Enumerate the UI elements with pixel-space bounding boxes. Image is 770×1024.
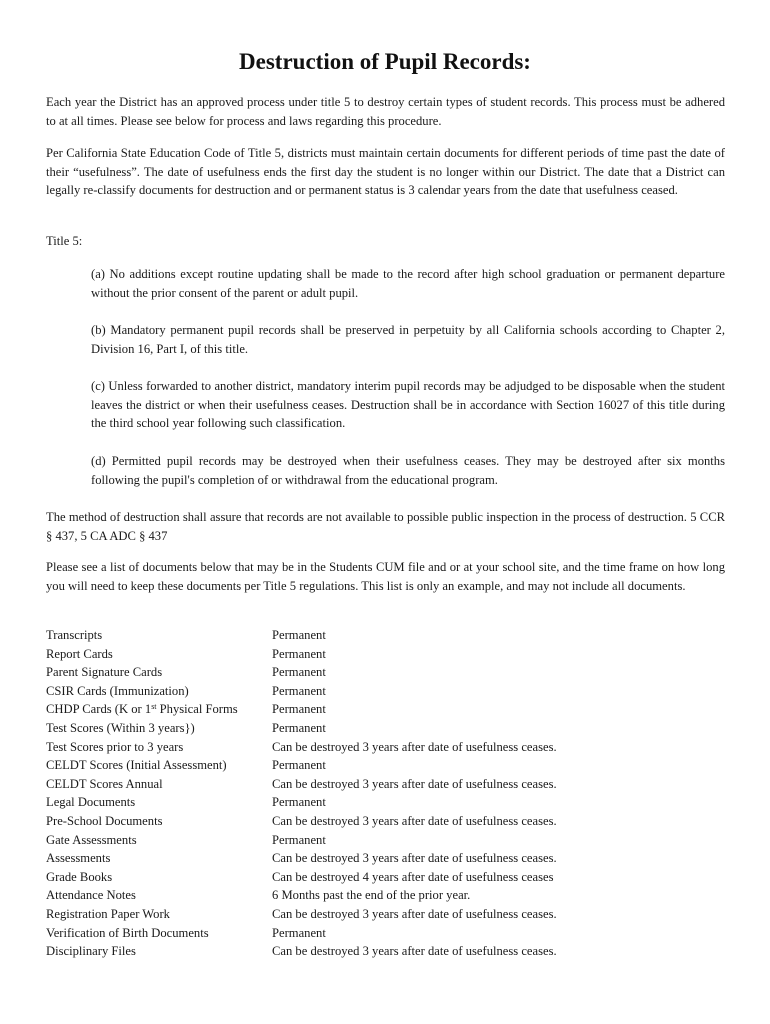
record-document: CSIR Cards (Immunization) <box>46 683 189 698</box>
record-retention: Permanent <box>272 925 326 940</box>
record-row <box>46 793 736 812</box>
record-row <box>46 905 736 924</box>
record-retention: 6 Months past the end of the prior year. <box>272 888 471 903</box>
record-row <box>46 924 736 943</box>
subsection-a: (a) No additions except routine updating shall be made to the record after high school graduation or permanent departure without the prior consent of the parent or adult pupil. <box>91 267 725 300</box>
intro-paragraph: Each year the District has an approved process under title 5 to destroy certain types of student records. This process must be adhered to at all times. Please see below for process and laws regarding this procedure. <box>46 95 725 128</box>
record-document: Assessments <box>46 851 111 866</box>
record-document: Registration Paper Work <box>46 906 170 921</box>
record-row <box>46 849 736 868</box>
record-row <box>46 700 736 719</box>
record-retention: Permanent <box>272 665 326 680</box>
record-retention: Permanent <box>272 832 326 847</box>
record-retention: Permanent <box>272 758 326 773</box>
record-retention: Can be destroyed 3 years after date of usefulness ceases. <box>272 851 557 866</box>
record-row <box>46 682 736 701</box>
record-row <box>46 812 736 831</box>
record-document: Legal Documents <box>46 795 136 810</box>
record-row <box>46 942 736 961</box>
page-title: Destruction of Pupil Records: <box>239 49 531 74</box>
record-retention: Can be destroyed 3 years after date of usefulness ceases. <box>272 944 557 959</box>
record-retention: Permanent <box>272 702 326 717</box>
record-row <box>46 738 736 757</box>
record-retention: Can be destroyed 3 years after date of usefulness ceases. <box>272 776 557 791</box>
record-row <box>46 645 736 664</box>
record-document-text: CHDP Cards (K or 1 <box>46 702 152 717</box>
record-row <box>46 886 736 905</box>
record-retention: Permanent <box>272 720 326 735</box>
record-document: CELDT Scores Annual <box>46 776 163 791</box>
record-retention: Can be destroyed 3 years after date of usefulness ceases. <box>272 813 557 828</box>
record-document: Parent Signature Cards <box>46 665 163 680</box>
method-paragraph: The method of destruction shall assure that records are not available to possible public inspection in the process of destruction. 5 CCR § 437, 5 CA ADC § 437 <box>46 510 725 543</box>
subsection-c: (c) Unless forwarded to another district, mandatory interim pupil records may be adjudged to be disposable when the student leaves the district or when their usefulness ceases. Destruction shall be in accordance with Section 16027 of this title during the third school year following such classification. <box>91 379 725 431</box>
record-document: Gate Assessments <box>46 832 137 847</box>
record-document: Attendance Notes <box>46 888 136 903</box>
record-retention: Permanent <box>272 628 326 642</box>
record-retention: Permanent <box>272 646 326 661</box>
record-retention: Can be destroyed 4 years after date of usefulness ceases <box>272 869 554 884</box>
record-row <box>46 756 736 775</box>
record-row <box>46 719 736 738</box>
record-document-suffix: Physical Forms <box>156 702 238 717</box>
record-document: Pre-School Documents <box>46 813 163 828</box>
record-document: Test Scores (Within 3 years}) <box>46 720 195 735</box>
record-document: Disciplinary Files <box>46 944 136 959</box>
record-retention: Can be destroyed 3 years after date of usefulness ceases. <box>272 739 557 754</box>
record-retention: Can be destroyed 3 years after date of usefulness ceases. <box>272 906 557 921</box>
record-row <box>46 663 736 682</box>
record-document: CELDT Scores (Initial Assessment) <box>46 758 227 773</box>
record-row <box>46 626 736 645</box>
record-document: Grade Books <box>46 869 113 884</box>
record-row <box>46 868 736 887</box>
record-document: Verification of Birth Documents <box>46 925 209 940</box>
subsection-d: (d) Permitted pupil records may be destroyed when their usefulness ceases. They may be destroyed after six months following the pupil's completion of or withdrawal from the educational program. <box>91 454 725 487</box>
record-retention: Permanent <box>272 795 326 810</box>
subsection-b: (b) Mandatory permanent pupil records shall be preserved in perpetuity by all California schools according to Chapter 2, Division 16, Part I, of this title. <box>91 323 725 356</box>
records-list <box>46 626 736 961</box>
record-retention: Permanent <box>272 683 326 698</box>
record-document: Transcripts <box>46 628 103 642</box>
record-document: Test Scores prior to 3 years <box>46 739 184 754</box>
list-intro-paragraph: Please see a list of documents below that may be in the Students CUM file and or at your school site, and the time frame on how long you will need to keep these documents per Title 5 regulations. This list is only an example, and may not include all documents. <box>46 560 725 593</box>
code-paragraph: Per California State Education Code of Title 5, districts must maintain certain documents for different periods of time past the date of their “usefulness”. The date of usefulness ends the first day the student is no longer within our District. The date that a District can legally re-classify documents for destruction and or permanent status is 3 calendar years from the date that usefulness ceased. <box>46 146 725 198</box>
record-document: Report Cards <box>46 646 113 661</box>
title5-label: Title 5: <box>46 234 83 248</box>
record-row <box>46 775 736 794</box>
record-row <box>46 831 736 850</box>
ordinal-superscript: st <box>151 702 157 712</box>
record-document <box>46 700 272 719</box>
